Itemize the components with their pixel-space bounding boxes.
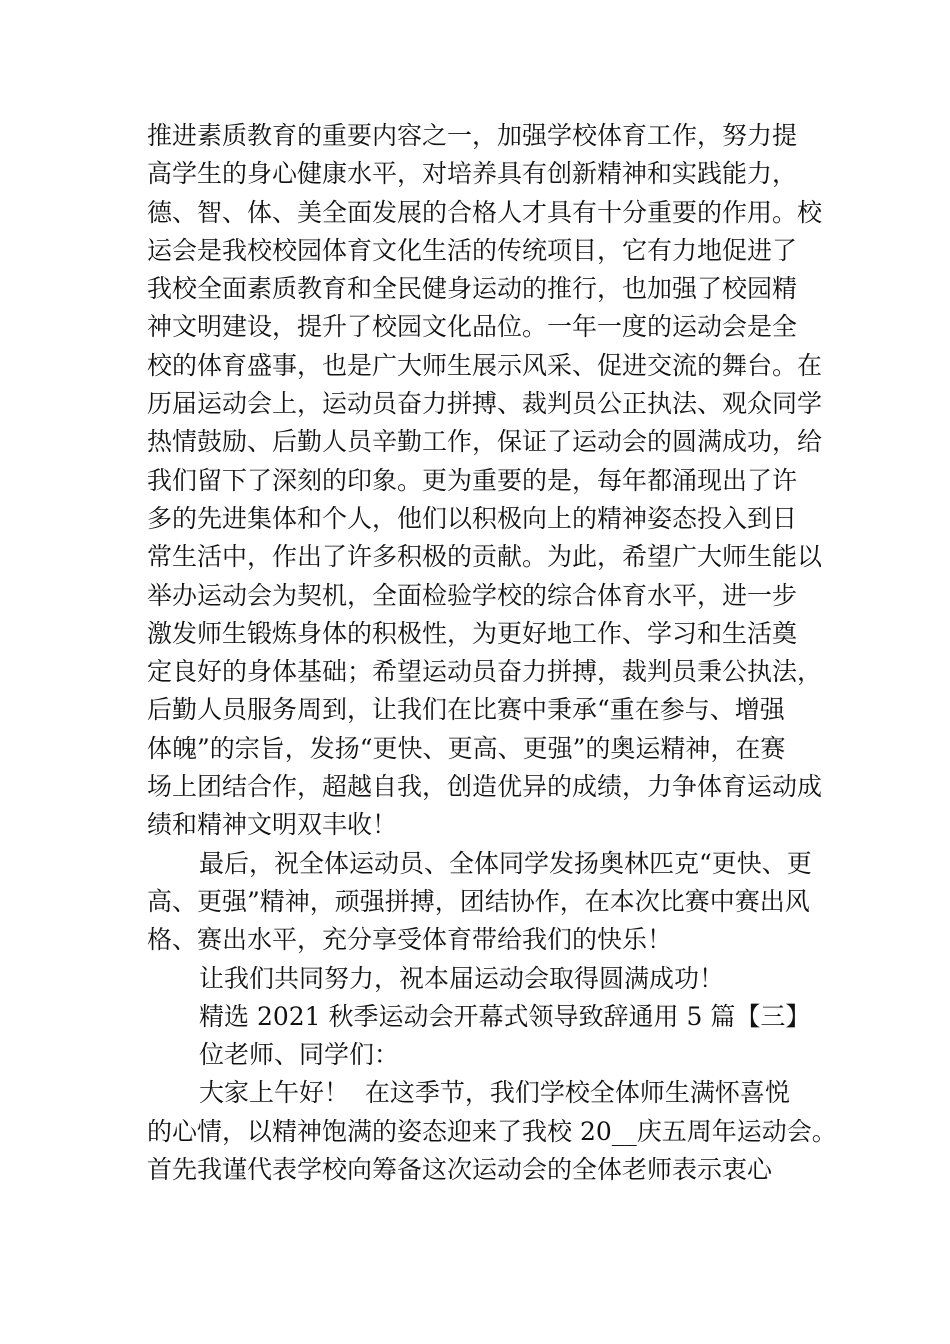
text-line: 最后，祝全体运动员、全体同学发扬奥林匹克“更快、更 <box>199 848 812 878</box>
text-line: 激发师生锻炼身体的积极性，为更好地工作、学习和生活奠 <box>147 618 798 648</box>
text-line: 让我们共同努力，祝本届运动会取得圆满成功！ <box>199 963 725 993</box>
text-line: 首先我谨代表学校向筹备这次运动会的全体老师表示衷心 <box>147 1155 773 1185</box>
text-line: 举办运动会为契机，全面检验学校的综合体育水平，进一步 <box>147 580 798 610</box>
text-line: 精选 2021 秋季运动会开幕式领导致辞通用 5 篇【三】 <box>199 1001 811 1031</box>
text-line: 德、智、体、美全面发展的合格人才具有十分重要的作用。校 <box>147 197 823 227</box>
text-line: 高学生的身心健康水平，对培养具有创新精神和实践能力， <box>147 159 798 189</box>
text-line: 绩和精神文明双丰收！ <box>147 810 398 840</box>
text-line: 大家上午好！ 在这季节，我们学校全体师生满怀喜悦 <box>199 1078 790 1108</box>
text-line: 我们留下了深刻的印象。更为重要的是，每年都涌现出了许 <box>147 465 798 495</box>
text-line: 神文明建设，提升了校园文化品位。一年一度的运动会是全 <box>147 312 798 342</box>
text-line: 历届运动会上，运动员奋力拼搏、裁判员公正执法、观众同学 <box>147 389 823 419</box>
text-line: 热情鼓励、后勤人员辛勤工作，保证了运动会的圆满成功，给 <box>147 427 823 457</box>
text-line: 高、更强”精神，顽强拼搏，团结协作，在本次比赛中赛出风 <box>147 886 810 916</box>
text-line: 格、赛出水平，充分享受体育带给我们的快乐！ <box>147 925 673 955</box>
text-line: 场上团结合作，超越自我，创造优异的成绩，力争体育运动成 <box>147 772 823 802</box>
text-line: 位老师、同学们： <box>199 1040 400 1070</box>
text-line: 后勤人员服务周到，让我们在比赛中秉承“重在参与、增强 <box>147 695 785 725</box>
text-line: 常生活中，作出了许多积极的贡献。为此，希望广大师生能以 <box>147 542 823 572</box>
text-line: 体魄”的宗旨，发扬“更快、更高、更强”的奥运精神，在赛 <box>147 733 786 763</box>
document-body <box>147 117 837 1189</box>
text-line: 定良好的身体基础；希望运动员奋力拼搏，裁判员秉公执法， <box>147 657 823 687</box>
text-line: 校的体育盛事，也是广大师生展示风采、促进交流的舞台。在 <box>147 350 823 380</box>
text-line: 多的先进集体和个人，他们以积极向上的精神姿态投入到日 <box>147 503 798 533</box>
text-line: 推进素质教育的重要内容之一，加强学校体育工作，努力提 <box>147 121 798 150</box>
text-line: 我校全面素质教育和全民健身运动的推行，也加强了校园精 <box>147 274 798 304</box>
text-line: 的心情，以精神饱满的姿态迎来了我校 20__庆五周年运动会。 <box>147 1116 837 1146</box>
text-line: 运会是我校校园体育文化生活的传统项目，它有力地促进了 <box>147 235 798 265</box>
